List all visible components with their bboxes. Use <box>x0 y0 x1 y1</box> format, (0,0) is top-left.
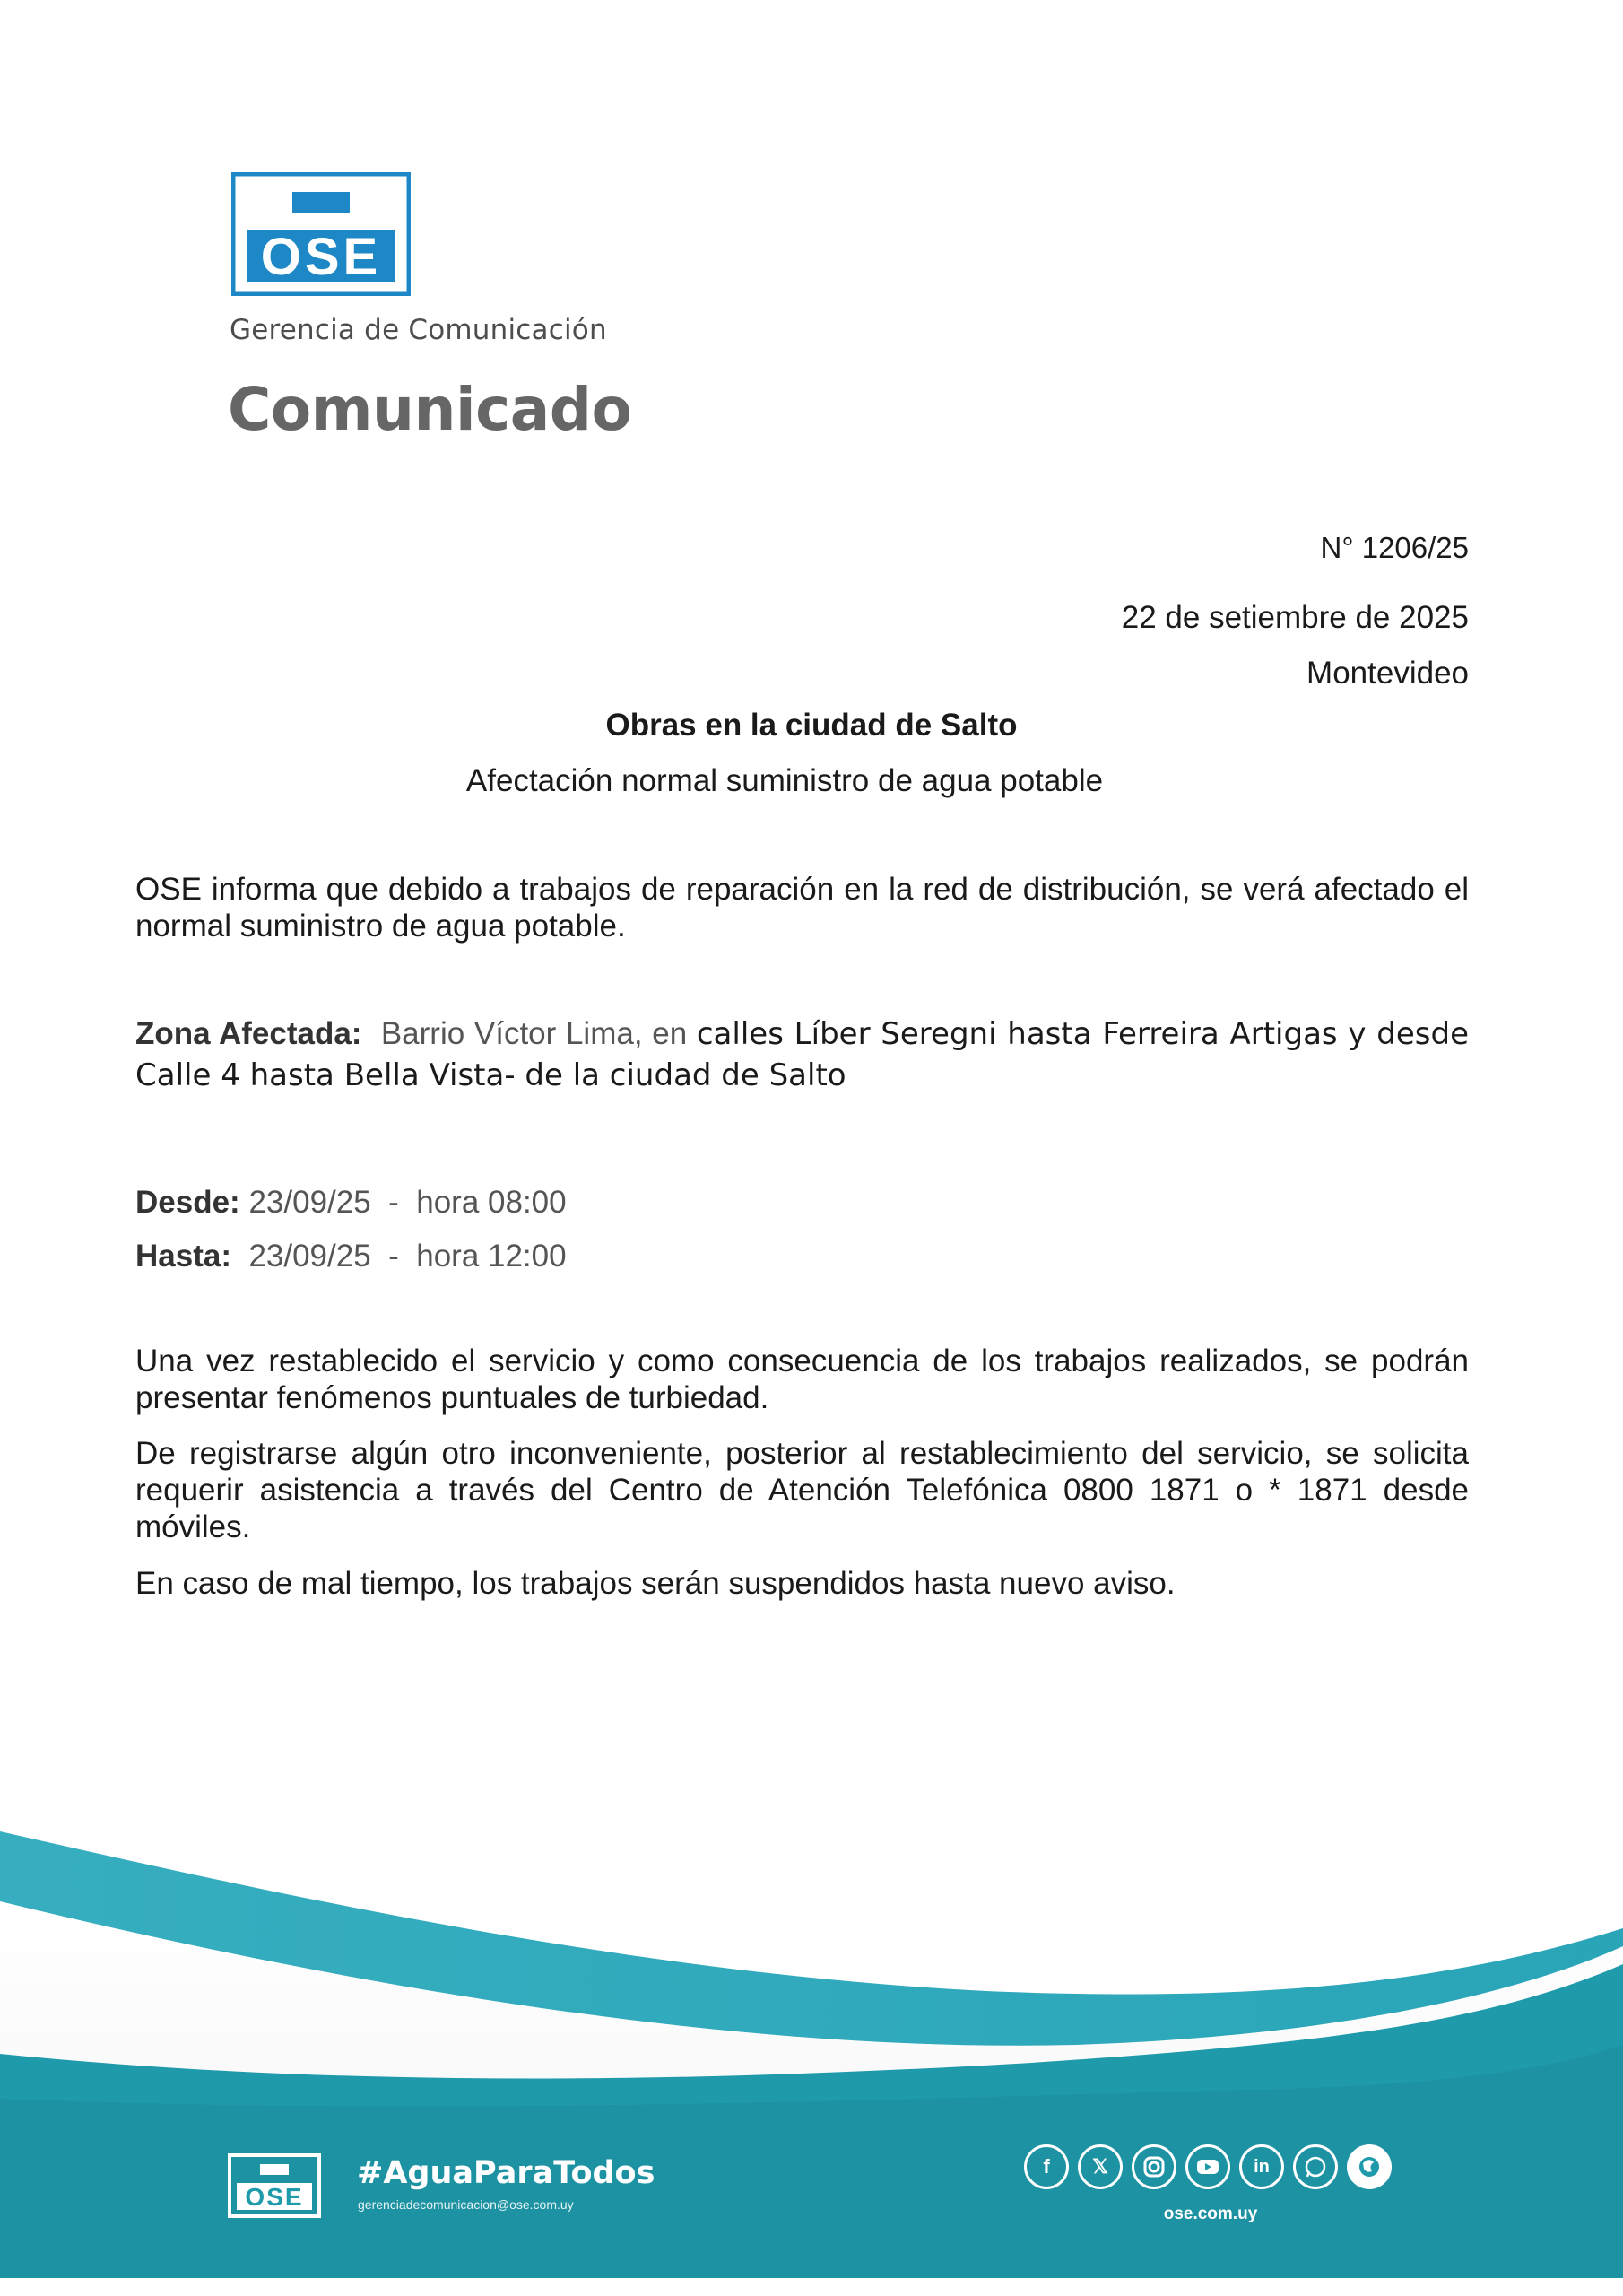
communique-city: Montevideo <box>1306 656 1469 691</box>
end-value: 23/09/25 - hora 12:00 <box>248 1239 567 1274</box>
youtube-icon[interactable] <box>1185 2144 1230 2189</box>
footer-website[interactable]: ose.com.uy <box>1163 2205 1258 2223</box>
ose-logo <box>231 172 411 296</box>
zone-streets: calles Líber Seregni hasta Ferreira Artigas y desde Calle 4 hasta Bella Vista- de la ciudad de Salto <box>135 1016 1469 1093</box>
web-icon[interactable] <box>1347 2144 1392 2189</box>
zone-label: Zona Afectada: <box>135 1016 362 1051</box>
affected-zone <box>135 1013 1469 1096</box>
intro-paragraph: OSE informa que debido a trabajos de reparación en la red de distribución, se verá afectado el normal suministro de agua potable. <box>135 872 1469 944</box>
contact-paragraph: De registrarse algún otro inconveniente, posterior al restablecimiento del servicio, se solicita requerir asistencia a través del Centro de Atención Telefónica 0800 1871 o * 1871 desde móviles. <box>135 1436 1469 1544</box>
communique-date: 22 de setiembre de 2025 <box>1121 600 1469 635</box>
communique-number: N° 1206/25 <box>1320 531 1469 564</box>
footer-hashtag: #AguaParaTodos <box>357 2155 655 2191</box>
weather-paragraph: En caso de mal tiempo, los trabajos serán suspendidos hasta nuevo aviso. <box>135 1566 1176 1601</box>
linkedin-icon[interactable]: in <box>1239 2144 1284 2189</box>
start-label: Desde: <box>135 1185 240 1220</box>
svg-text:OSE: OSE <box>260 228 382 286</box>
svg-text:OSE: OSE <box>245 2183 304 2211</box>
page-title: Obras en la ciudad de Salto <box>605 708 1018 743</box>
x-icon[interactable]: 𝕏 <box>1078 2144 1123 2189</box>
start-time <box>135 1185 567 1221</box>
footer-ose-logo <box>228 2153 321 2218</box>
zone-neighborhood: Barrio Víctor Lima, en <box>380 1016 688 1051</box>
whatsapp-icon[interactable] <box>1293 2144 1338 2189</box>
turbidity-paragraph: Una vez restablecido el servicio y como consecuencia de los trabajos realizados, se podrán presentar fenómenos puntuales de turbiedad. <box>135 1344 1469 1415</box>
facebook-icon[interactable]: f <box>1024 2144 1069 2189</box>
footer-email[interactable]: gerenciadecomunicacion@ose.com.uy <box>358 2197 574 2212</box>
page-subtitle: Afectación normal suministro de agua potable <box>465 763 1104 798</box>
social-icons <box>1024 2144 1396 2189</box>
end-label: Hasta: <box>135 1239 231 1274</box>
footer-waves <box>0 1821 1623 2296</box>
department-name: Gerencia de Comunicación <box>230 314 607 346</box>
start-value: 23/09/25 - hora 08:00 <box>248 1185 567 1220</box>
end-time <box>135 1239 567 1274</box>
instagram-icon[interactable] <box>1132 2144 1176 2189</box>
document-type: Comunicado <box>228 375 632 444</box>
